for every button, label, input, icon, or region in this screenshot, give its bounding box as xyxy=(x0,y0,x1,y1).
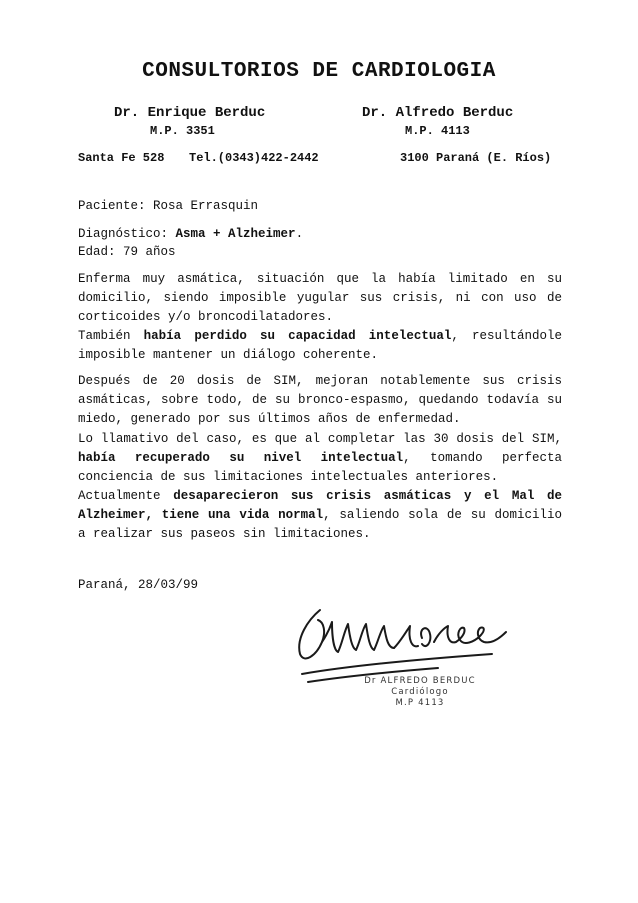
paragraph-2-text-a: También xyxy=(78,329,144,343)
letterhead-title: CONSULTORIOS DE CARDIOLOGIA xyxy=(142,60,496,83)
paragraph-3: Después de 20 dosis de SIM, mejoran notablemente sus crisis asmáticas, sobre todo, de su bronco-espasmo, quedando todavía su miedo, generado por sus últimos años de enfermedad. xyxy=(78,374,562,426)
doctor-right-mp: M.P. 4113 xyxy=(405,124,470,138)
paragraph-5-bold: desaparecieron sus crisis asmáticas y el Mal de Alzheimer, tiene una vida normal xyxy=(78,489,563,522)
stamp-role: Cardiólogo xyxy=(391,687,449,697)
doctor-right-name: Dr. Alfredo Berduc xyxy=(362,105,514,121)
stamp-mp: M.P 4113 xyxy=(395,698,445,708)
diagnosis-line xyxy=(78,227,303,241)
city: 3100 Paraná (E. Ríos) xyxy=(400,151,552,165)
doctor-left-name: Dr. Enrique Berduc xyxy=(114,105,266,121)
patient-name: Rosa Errasquin xyxy=(153,199,259,213)
paragraph-2-text-c: , resultándole imposible mantener un diálogo coherente. xyxy=(78,329,562,362)
paragraph-4 xyxy=(78,430,562,487)
diagnosis-period: . xyxy=(295,227,304,241)
diagnosis-value: Asma + Alzheimer xyxy=(175,227,296,241)
paragraph-2 xyxy=(78,327,562,365)
paragraph-5 xyxy=(78,487,562,544)
diagnosis-label: Diagnóstico: xyxy=(78,227,169,241)
paragraph-2-bold: había perdido su capacidad intelectual xyxy=(143,329,452,343)
doctor-left-mp: M.P. 3351 xyxy=(150,124,215,138)
stamp-name: Dr ALFREDO BERDUC xyxy=(364,676,476,686)
letter-date: Paraná, 28/03/99 xyxy=(78,578,199,592)
paragraph-5-text-a: Actualmente xyxy=(78,489,174,503)
paragraph-4-text-a: Lo llamativo del caso, es que al completar las 30 dosis del SIM, xyxy=(78,432,562,446)
paragraph-1: Enferma muy asmática, situación que la había limitado en su domicilio, siendo imposible yugular sus crisis, ni con uso de corticoides y/o broncodilatadores. xyxy=(78,272,562,324)
paragraph-5-text-c: , saliendo sola de su domicilio a realizar sus paseos sin limitaciones. xyxy=(78,508,562,541)
patient-label: Paciente: xyxy=(78,199,146,213)
age-line: Edad: 79 años xyxy=(78,245,176,259)
patient-line xyxy=(78,199,258,213)
phone: Tel.(0343)422-2442 xyxy=(189,151,319,165)
paragraph-4-text-c: , tomando perfecta conciencia de sus limitaciones intelectuales anteriores. xyxy=(78,451,563,484)
paragraph-4-bold: había recuperado su nivel intelectual xyxy=(78,451,404,465)
address: Santa Fe 528 xyxy=(78,151,165,165)
